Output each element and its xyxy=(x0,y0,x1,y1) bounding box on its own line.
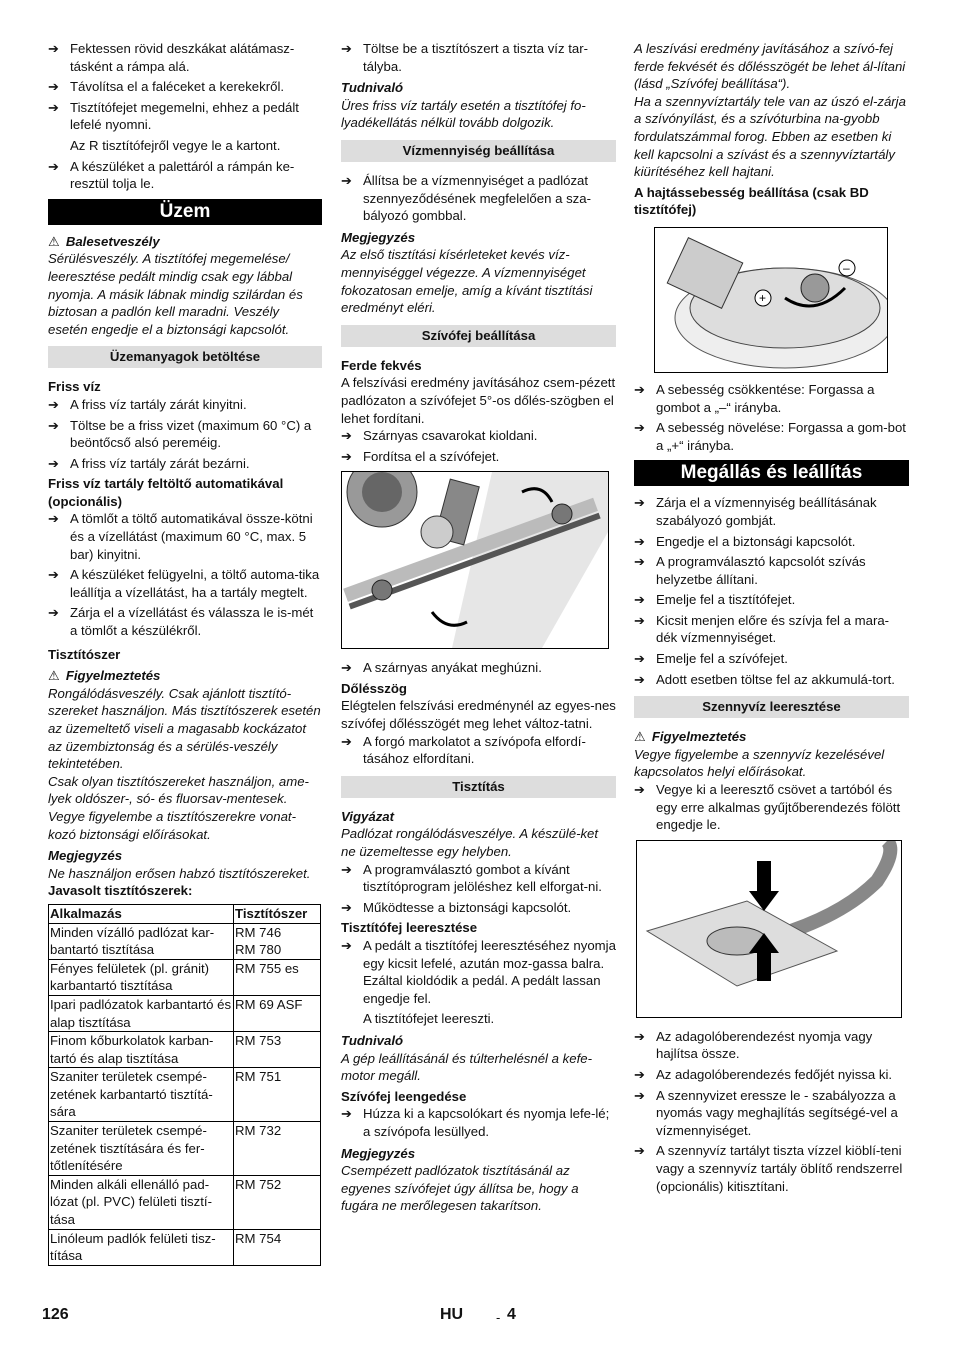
step: ➔ A szárnyas anyákat meghúzni. xyxy=(341,659,616,677)
step: ➔ Zárja el a vízmennyiség beállításának szabályozó gombját. xyxy=(634,494,909,529)
step: ➔ Távolítsa el a faléceket a kerekekről. xyxy=(48,78,322,96)
paragraph: A felszívási eredmény javításához csem-pézett padlózaton a szívófejet 5°-os dőlés-szögben el lehet fordítani. xyxy=(341,375,616,426)
warning-text: Csak olyan tisztítószereket használjon, ame-lyek oldószer-, só- és fluorsav-mentesek. xyxy=(48,773,309,807)
note-label: Megjegyzés xyxy=(341,1145,416,1161)
column-3 xyxy=(634,40,909,1198)
step: ➔ A készüléket felügyelni, a töltő automa-tika leállítja a vízellátást, ha a tartály megtelt. xyxy=(48,566,322,601)
warning-title: Figyelmeztetés xyxy=(651,729,747,745)
note-text: A gép leállításánál és túlterhelésnél a kefe-motor megáll. xyxy=(341,1050,592,1084)
detergent-cell: RM 746 RM 780 xyxy=(234,923,321,959)
step: ➔ Az adagolóberendezés fedőjét nyissa ki. xyxy=(634,1066,909,1084)
table-row xyxy=(49,959,321,995)
column-2 xyxy=(341,40,616,1215)
step: ➔ A szennyvíz tartályt tiszta vízzel kiöblí-teni vagy a szennyvíz tartály öblítő rendszerrel (opcionális) kitisztítani. xyxy=(634,1142,909,1195)
step: ➔ Szárnyas csavarokat kioldani. xyxy=(341,427,616,445)
warning-title: Figyelmeztetés xyxy=(65,668,161,684)
warning-triangle-icon: ⚠ xyxy=(48,668,60,684)
svg-text:–: – xyxy=(843,260,850,275)
paragraph: Ha a szennyvíztartály tele van az úszó el-zárja a szívónyílást, és a szívóturbina na-gyobb fordulatszámmal forog. Ebben az esetben ki kell kapcsolni a szívást és a szennyvíztartály kiürítéséhez kell hajtani. xyxy=(634,93,906,180)
subsection-heading: Szennyvíz leeresztése xyxy=(634,696,909,718)
paragraph-heading: A hajtássebesség beállítása (csak BD tisztítófej) xyxy=(634,184,869,218)
step: ➔ Engedje el a biztonsági kapcsolót. xyxy=(634,533,909,551)
step: ➔ Kicsit menjen előre és szívja fel a mara-dék vízmennyiséget. xyxy=(634,612,909,647)
step: ➔ A tömlőt a töltő automatikával össze-kötni és a vízellátást (maximum 60 °C, max. 5 bar) kinyitni. xyxy=(48,510,322,563)
note-label: Tudnivaló xyxy=(341,1032,404,1048)
drive-speed-figure xyxy=(654,227,888,373)
page-number: 126 xyxy=(42,1306,69,1323)
step: ➔ A friss víz tartály zárát kinyitni. xyxy=(48,396,322,414)
warning-text: Sérülésveszély. A tisztítófej megemelése/ leeresztése pedált mindig csak egy lábbal nyomja. A másik lábnak mindig szilárdan és biztosan a padlón kell maradni. Veszély esetén engedje el a biztonsági kapcsolót. xyxy=(48,251,303,337)
paragraph-heading: Dőlésszög xyxy=(341,680,407,696)
warning-title: Balesetveszély xyxy=(65,233,160,249)
caution-text: Padlózat rongálódásveszélye. A készülé-ket ne üzemeltesse egy helyben. xyxy=(341,826,599,860)
application-cell: Fényes felületek (pl. gránit) karbantartó tisztítása xyxy=(49,959,234,995)
detergent-cell: RM 754 xyxy=(234,1229,321,1265)
squeegee-figure xyxy=(341,471,609,649)
warning-triangle-icon: ⚠ xyxy=(634,729,646,745)
application-cell: Finom kőburkolatok karban-tartó és alap tisztítása xyxy=(49,1032,234,1068)
detergent-cell: RM 732 xyxy=(234,1122,321,1176)
step: ➔ A sebesség csökkentése: Forgassa a gombot a „–“ irányba. xyxy=(634,381,909,416)
footer-separator: - xyxy=(496,1310,501,1325)
column-1 xyxy=(48,40,322,1266)
step: ➔ Fektessen rövid deszkákat alátámasz-tásként a rámpa alá. xyxy=(48,40,322,75)
step: ➔ Húzza ki a kapcsolókart és nyomja lefe-lé; a szívópofa lesüllyed. xyxy=(341,1105,616,1140)
drain-hose-figure xyxy=(636,840,902,1018)
section-heading-uzem: Üzem xyxy=(48,199,322,225)
note-text: Ne használjon erősen habzó tisztítószereket. xyxy=(48,865,311,881)
warning-label xyxy=(634,728,909,746)
warning-text: Vegye figyelembe a tisztítószerekre vonat-kozó biztonsági előírásokat. xyxy=(48,808,296,842)
step: ➔ Emelje fel a szívófejet. xyxy=(634,650,909,668)
paragraph-heading: Szívófej leengedése xyxy=(341,1088,467,1104)
step: ➔ Adott esetben töltse fel az akkumulá-tort. xyxy=(634,671,909,689)
drain-hose-illustration xyxy=(637,841,901,1017)
detergent-table xyxy=(48,904,321,1266)
paragraph-heading: Tisztítószer xyxy=(48,646,121,662)
svg-text:+: + xyxy=(759,290,767,305)
paragraph-heading: Tisztítófej leeresztése xyxy=(341,920,478,936)
step: ➔ Töltse be a tisztítószert a tiszta víz tar-tályba. xyxy=(341,40,616,75)
table-row xyxy=(49,995,321,1031)
section-page-number: 4 xyxy=(507,1306,516,1323)
application-cell: Ipari padlózatok karbantartó és alap tisztítása xyxy=(49,995,234,1031)
step: ➔ Működtesse a biztonsági kapcsolót. xyxy=(341,899,616,917)
paragraph-heading: Friss víz xyxy=(48,379,101,395)
step: ➔ Zárja el a vízellátást és válassza le is-mét a tömlőt a készülékről. xyxy=(48,604,322,639)
paragraph: A leszívási eredmény javításához a szívó-fej ferde fekvését és dőlésszögét be lehet ál-lítani (lásd „Szívófej beállítása“). xyxy=(634,41,906,92)
warning-text: Rongálódásveszély. Csak ajánlott tisztító-szereket használjon. Más tisztítószerek esetén az üzemeltető viseli a magasabb kockázatot az üzembiztonság és a sérülés-veszély tekintetében. xyxy=(48,685,321,772)
table-row xyxy=(49,1068,321,1122)
caution-label: Vigyázat xyxy=(341,808,395,824)
step: ➔ A programválasztó gombot a kívánt tisztítóprogram jelöléshez kell elforgat-ni. xyxy=(341,861,616,896)
squeegee-illustration xyxy=(342,472,608,648)
step: ➔ A készüléket a palettáról a rámpán ke-resztül tolja le. xyxy=(48,158,322,193)
step: ➔ Töltse be a friss vizet (maximum 60 °C) a beöntőcső alsó pereméig. xyxy=(48,417,322,452)
step: ➔ A pedált a tisztítófej leeresztéséhez nyomja egy kicsit lefelé, azután moz-gassa balra. Ezáltal kioldódik a pedál. A pedált lassan engedje fel. xyxy=(341,937,616,1007)
table-body xyxy=(49,923,321,1265)
step: ➔ Az adagolóberendezést nyomja vagy hajlítsa össze. xyxy=(634,1028,909,1063)
detergent-cell: RM 751 xyxy=(234,1068,321,1122)
step: ➔ Állítsa be a vízmennyiséget a padlózat szennyeződésének megfelelően a sza-bályozó gombbal. xyxy=(341,172,616,225)
step-result: Az R tisztítófejről vegye le a kartont. xyxy=(70,137,281,153)
application-cell: Szaniter területek csempé-zetének karbantartó tisztítá-sára xyxy=(49,1068,234,1122)
application-cell: Minden alkáli ellenálló pad-lózat (pl. PVC) felületi tisztí-tása xyxy=(49,1175,234,1229)
step: ➔ Vegye ki a leeresztő csövet a tartóból és egy erre alkalmas gyűjtőberendezés fölött engedje le. xyxy=(634,781,909,834)
subsection-heading: Üzemanyagok betöltése xyxy=(48,346,322,368)
warning-label xyxy=(48,233,322,251)
detergent-cell: RM 752 xyxy=(234,1175,321,1229)
table-row xyxy=(49,1122,321,1176)
subsection-heading: Vízmennyiség beállítása xyxy=(341,140,616,162)
paragraph-heading: Ferde fekvés xyxy=(341,357,422,373)
detergent-cell: RM 753 xyxy=(234,1032,321,1068)
warning-label xyxy=(48,667,322,685)
step: ➔ A friss víz tartály zárát bezárni. xyxy=(48,455,322,473)
subsection-heading: Szívófej beállítása xyxy=(341,325,616,347)
detergent-cell: RM 69 ASF xyxy=(234,995,321,1031)
warning-triangle-icon: ⚠ xyxy=(48,233,60,249)
note-label: Tudnivaló xyxy=(341,80,404,96)
application-cell: Linóleum padlók felületi tisz-títása xyxy=(49,1229,234,1265)
detergent-cell: RM 755 es xyxy=(234,959,321,995)
note-text: Csempézett padlózatok tisztításánál az egyenes szívófejet úgy állítsa be, hogy a fugára ne merőlegesen takarítson. xyxy=(341,1163,579,1214)
table-row xyxy=(49,1175,321,1229)
step: ➔ A sebesség növelése: Forgassa a gom-bot a „+“ irányba. xyxy=(634,419,909,454)
section-heading-megallas: Megállás és leállítás xyxy=(634,460,909,486)
step: ➔ A programválasztó kapcsolót szívás helyzetbe állítani. xyxy=(634,553,909,588)
paragraph-heading: Javasolt tisztítószerek: xyxy=(48,883,193,899)
step-result: A tisztítófejet leereszti. xyxy=(363,1011,495,1027)
paragraph-heading: Friss víz tartály feltöltő automatikával (opcionális) xyxy=(48,476,284,509)
table-row xyxy=(49,923,321,959)
application-cell: Szaniter területek csempé-zetének tisztítására és fer-tőtlenítésére xyxy=(49,1122,234,1176)
step: ➔ Tisztítófejet megemelni, ehhez a pedált lefelé nyomni. xyxy=(48,99,322,134)
table-row xyxy=(49,1229,321,1265)
table-row xyxy=(49,1032,321,1068)
subsection-heading: Tisztítás xyxy=(341,776,616,798)
step: ➔ A szennyvizet eressze le - szabályozza a nyomás vagy meghajlítás segítségé-vel a vízmennyiséget. xyxy=(634,1087,909,1140)
note-label: Megjegyzés xyxy=(341,229,416,245)
drive-speed-illustration xyxy=(655,228,887,372)
warning-text: Vegye figyelembe a szennyvíz kezelésével kapcsolatos helyi előírásokat. xyxy=(634,746,885,780)
note-label: Megjegyzés xyxy=(48,848,123,864)
note-text: Az első tisztítási kísérleteket kevés víz-mennyiséggel végezze. A vízmennyiséget fokozatosan emelje, amíg a kívánt tisztítási eredményt eléri. xyxy=(341,247,593,316)
application-cell: Minden vízálló padlózat kar-bantartó tisztítása xyxy=(49,923,234,959)
table-header-cell: Alkalmazás xyxy=(49,904,234,923)
note-text: Üres friss víz tartály esetén a tisztítófej fo-lyadékellátás nélkül tovább dolgozik. xyxy=(341,97,586,131)
language-code: HU xyxy=(440,1306,464,1323)
table-header-row xyxy=(49,904,321,923)
step: ➔ Fordítsa el a szívófejet. xyxy=(341,448,616,466)
table-header-cell: Tisztítószer xyxy=(234,904,321,923)
step: ➔ A forgó markolatot a szívópofa elfordí-tásához elfordítani. xyxy=(341,733,616,768)
step: ➔ Emelje fel a tisztítófejet. xyxy=(634,591,909,609)
paragraph: Elégtelen felszívási eredménynél az egyes-nes szívófej dőlésszögét meg lehet változ-tatni. xyxy=(341,698,616,732)
